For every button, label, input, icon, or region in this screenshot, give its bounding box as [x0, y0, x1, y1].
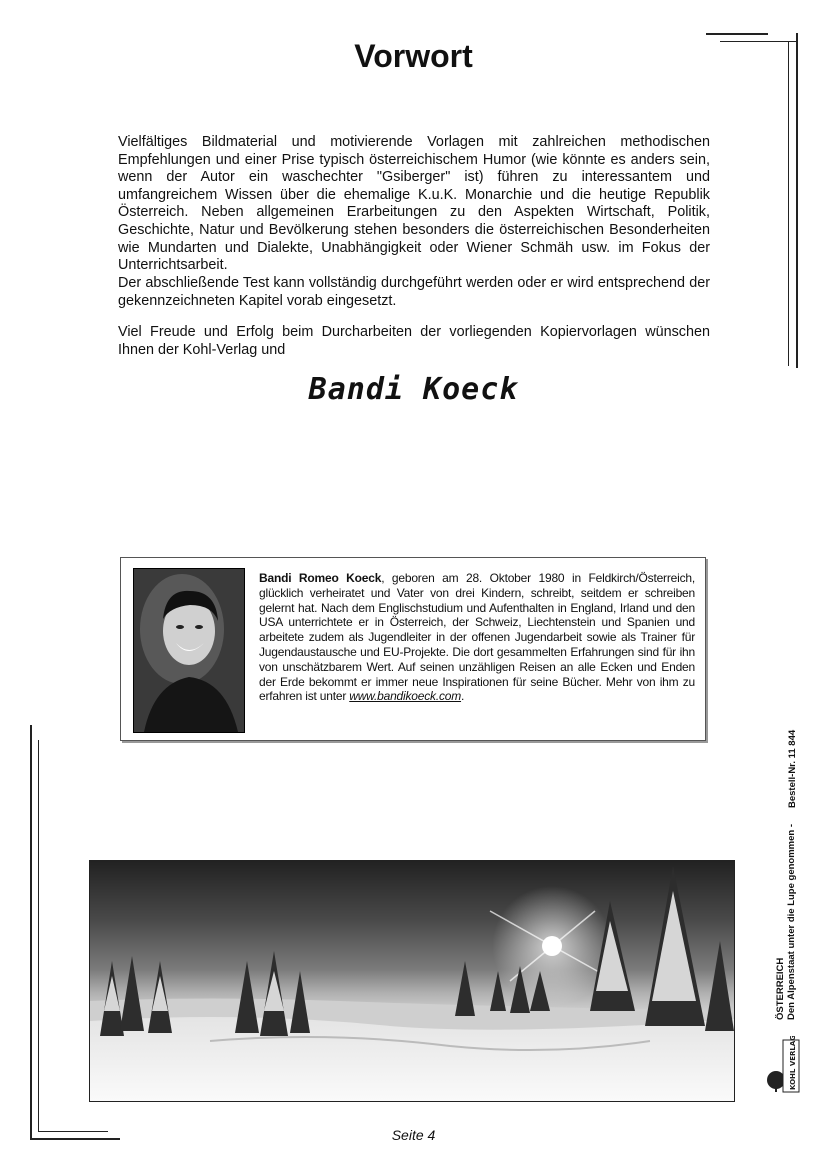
- book-subtitle: Den Alpenstaat unter die Lupe genommen -: [786, 823, 797, 1020]
- closing-paragraph: Viel Freude und Erfolg beim Durcharbeiten der vorliegenden Kopiervorlagen wünschen Ihnen der Kohl-Verlag und: [118, 324, 710, 358]
- intro-paragraph: Vielfältiges Bildmaterial und motivierende Vorlagen mit zahlreichen methodischen Empfehlungen und einer Prise typisch österreichischem Humor (wie könnte es anders sein, wenn der Autor ein waschechter "Gsiberger" ist) führen zu interessantem und umfangreichem Wissen über die ehemalige K.u.K. Monarchie und die heutige Republik Österreich. Neben allgemeinen Erarbeitungen zu den Aspekten Wirtschaft, Politik, Geschichte, Natur und Bevölkerung stehen besonders die österreichischen Besonderheiten wie Mundarten und Dialekte, Unabhängigkeit oder Wiener Schmäh usw. im Fokus der Unterrichtsarbeit.: [118, 134, 710, 274]
- order-number: Bestell-Nr. 11 844: [787, 729, 798, 808]
- logo-text: KOHL VERLAG: [789, 1036, 797, 1090]
- book-title-vertical: [775, 824, 797, 1020]
- author-name: Bandi Romeo Koeck: [259, 571, 382, 585]
- frame-bottom-left-v1: [30, 725, 32, 1140]
- author-bio-end: .: [461, 689, 465, 704]
- frame-bottom-left-v2: [38, 740, 39, 1132]
- author-bio-body: , geboren am 28. Oktober 1980 in Feldkirch/Österreich, glücklich verheiratet und Vater von drei Kindern, schreibt, seitdem er schreiben gelernt hat. Nach dem Englischstudium und Aufenthalten in England, Irland und den USA unterrichtete er in Österreich, der Schweiz, Liechtenstein und Spanien und arbeitete zudem als Jugendleiter in der offenen Jugendarbeit sowie als Trainer für Jugendaustausche und EU-Projekte. Die dort gesammelten Erfahrungen sind für ihn von unschätzbarem Wert. Auf seinen unzähligen Reisen an alle Ecken und Enden der Erde bekommt er immer neue Inspirationen für seine Bücher. Mehr von ihm zu erfahren ist unter: [259, 571, 695, 704]
- frame-top-right-v1: [788, 41, 789, 366]
- author-signature: Bandi Koeck: [308, 372, 519, 407]
- author-photo: [133, 568, 245, 733]
- author-portrait-image: [134, 569, 244, 732]
- frame-top-right-v2: [796, 33, 798, 368]
- frame-top-right-h1: [706, 33, 768, 35]
- test-paragraph: Der abschließende Test kann vollständig durchgeführt werden oder er wird entsprechend der gekennzeichneten Kapitel vorab eingesetzt.: [118, 275, 710, 309]
- kohl-verlag-logo: [766, 1036, 802, 1094]
- winter-landscape-image: [89, 860, 735, 1102]
- book-country: ÖSTERREICH: [775, 957, 786, 1020]
- author-bio-text: [259, 571, 695, 704]
- page-title: Vorwort: [354, 38, 473, 74]
- page-number: Seite 4: [391, 1127, 436, 1143]
- snow-forest-illustration: [90, 861, 734, 1101]
- author-bio-box: [120, 557, 706, 741]
- author-website-link[interactable]: www.bandikoeck.com: [349, 689, 462, 704]
